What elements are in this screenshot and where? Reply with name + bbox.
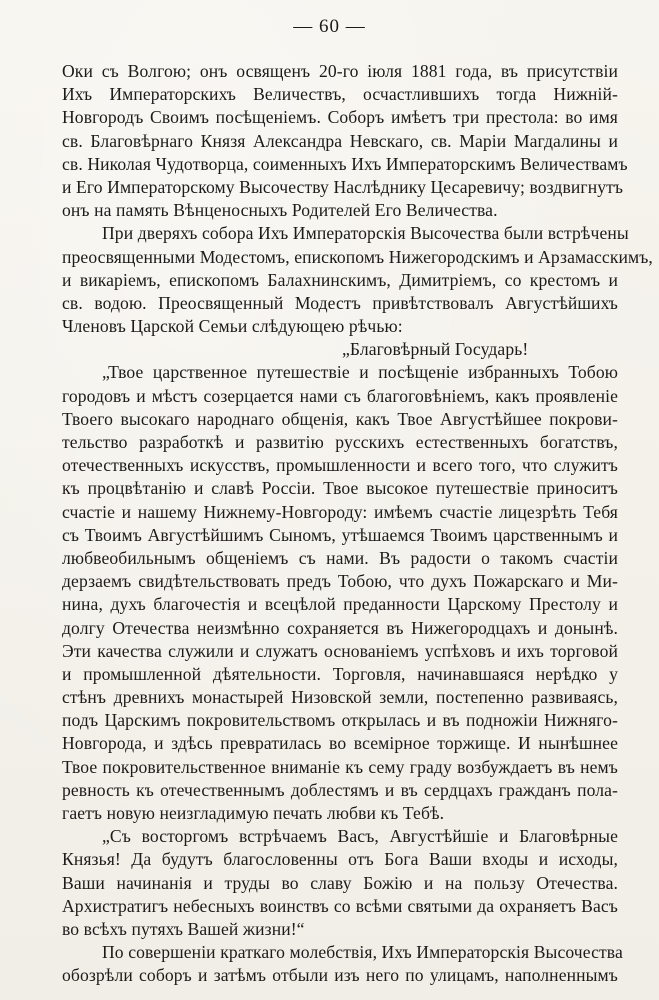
- text-line: и викаріемъ, епископомъ Балахнинскимъ, Димитріемъ, со крестомъ и: [62, 269, 618, 290]
- text-line: „Съ восторгомъ встрѣчаемъ Васъ, Августѣйшіе и Благовѣрные: [102, 826, 618, 847]
- text-line: Новгородъ Своимъ посѣщеніемъ. Соборъ имѣетъ три престола: во имя: [62, 107, 618, 128]
- text-line: По совершеніи краткаго молебствія, Ихъ Императорскія Высочества: [102, 942, 623, 963]
- text-line: Оки съ Волгою; онъ освященъ 20-го іюля 1881 года, въ присутствіи: [62, 61, 618, 81]
- text-line: городовъ и мѣстъ созерцается нами съ благоговѣніемъ, какъ проявленіе: [62, 385, 618, 406]
- text-line: преосвященными Модестомъ, епископомъ Нижегородскимъ и Арзамасскимъ,: [62, 246, 653, 267]
- text-line: и промышленной дѣятельности. Торговля, начинавшаяся нерѣдко у: [62, 663, 618, 684]
- text-line: св. водою. Преосвященный Модестъ привѣтствовалъ Августѣйшихъ: [62, 292, 618, 313]
- text-line: Членовъ Царской Семьи слѣдующею рѣчью:: [62, 316, 403, 337]
- page-number: — 60 —: [293, 16, 366, 37]
- text-line: Ихъ Императорскихъ Величествъ, осчастлившихъ тогда Нижній-: [62, 84, 618, 105]
- text-line: долгу Отечества неизмѣнно сохраняется въ Нижегородцахъ и донынѣ.: [62, 617, 618, 638]
- text-line: ревность къ отечественнымъ доблестямъ и въ сердцахъ гражданъ пола-: [62, 779, 618, 800]
- text-line: любвеобильнымъ общеніемъ съ нами. Въ радости о такомъ счастіи: [62, 547, 618, 568]
- text-line: Новгорода, и здѣсь превратилась во всемірное торжище. И нынѣшнее: [62, 733, 618, 754]
- text-line: При дверяхъ собора Ихъ Императорскія Высочества были встрѣчены: [102, 223, 629, 244]
- text-line: подъ Царскимъ покровительствомъ открылась и въ подножіи Нижняго-: [62, 710, 618, 731]
- text-line: гаетъ новую неизгладимую печать любви къ Тебѣ.: [62, 803, 445, 823]
- text-line: Твое покровительственное вниманіе къ сему граду возбуждаетъ въ немъ: [62, 756, 618, 777]
- text-line: Твоего высокаго народнаго общенія, какъ Твое Августѣйшее покрови-: [62, 408, 618, 429]
- text-line: обозрѣли соборъ и затѣмъ отбыли изъ него по улицамъ, наполненнымъ: [62, 965, 618, 986]
- text-line: Ваши начинанія и труды во славу Божію и на пользу Отечества.: [62, 872, 618, 893]
- text-line: Эти качества служили и служатъ основаніемъ успѣховъ и ихъ торговой: [62, 640, 618, 661]
- text-line: Князья! Да будутъ благословенны отъ Бога Ваши входы и исходы,: [62, 849, 618, 870]
- text-line: во всѣхъ путяхъ Вашей жизни!“: [62, 918, 305, 939]
- text-line: дерзаемъ свидѣтельствовать предъ Тобою, что духъ Пожарскаго и Ми-: [62, 571, 618, 592]
- text-line: св. Николая Чудотворца, соименныхъ Ихъ Императорскимъ Величествамъ: [62, 153, 628, 174]
- text-line: Архистратигъ небесныхъ воинствъ со всѣми святыми да охраняетъ Васъ: [62, 895, 618, 916]
- text-line: и Его Императорскому Высочеству Наслѣднику Цесаревичу; воздвигнутъ: [62, 176, 624, 197]
- text-line: къ процвѣтанію и славѣ Россіи. Твое высокое путешествіе приноситъ: [62, 478, 618, 499]
- body-text: [62, 60, 653, 988]
- text-line: нина, духъ благочестія и всецѣлой преданности Царскому Престолу и: [62, 594, 618, 615]
- text-line: стѣнъ древнихъ монастырей Низовской земли, постепенно развиваясь,: [62, 687, 618, 708]
- text-line: съ Твоимъ Августѣйшимъ Сыномъ, утѣшаемся Твоимъ царственнымъ и: [62, 524, 618, 545]
- text-line: „Твое царственное путешествіе и посѣщеніе избранныхъ Тобою: [102, 362, 618, 383]
- text-line: онъ на память Вѣнценосныхъ Родителей Его Величества.: [62, 200, 498, 221]
- text-line: тельство разработкѣ и развитію русскихъ естественныхъ богатствъ,: [62, 432, 618, 452]
- text-line: св. Благовѣрнаго Князя Александра Невскаго, св. Маріи Магдалины и: [62, 130, 618, 151]
- greeting-line: „Благовѣрный Государь!: [342, 339, 529, 360]
- text-line: счастіе и нашему Нижнему-Новгороду: имѣемъ счастіе лицезрѣть Тебя: [62, 501, 618, 522]
- text-line: отечественныхъ искусствъ, промышленности и всего того, что служитъ: [62, 455, 618, 476]
